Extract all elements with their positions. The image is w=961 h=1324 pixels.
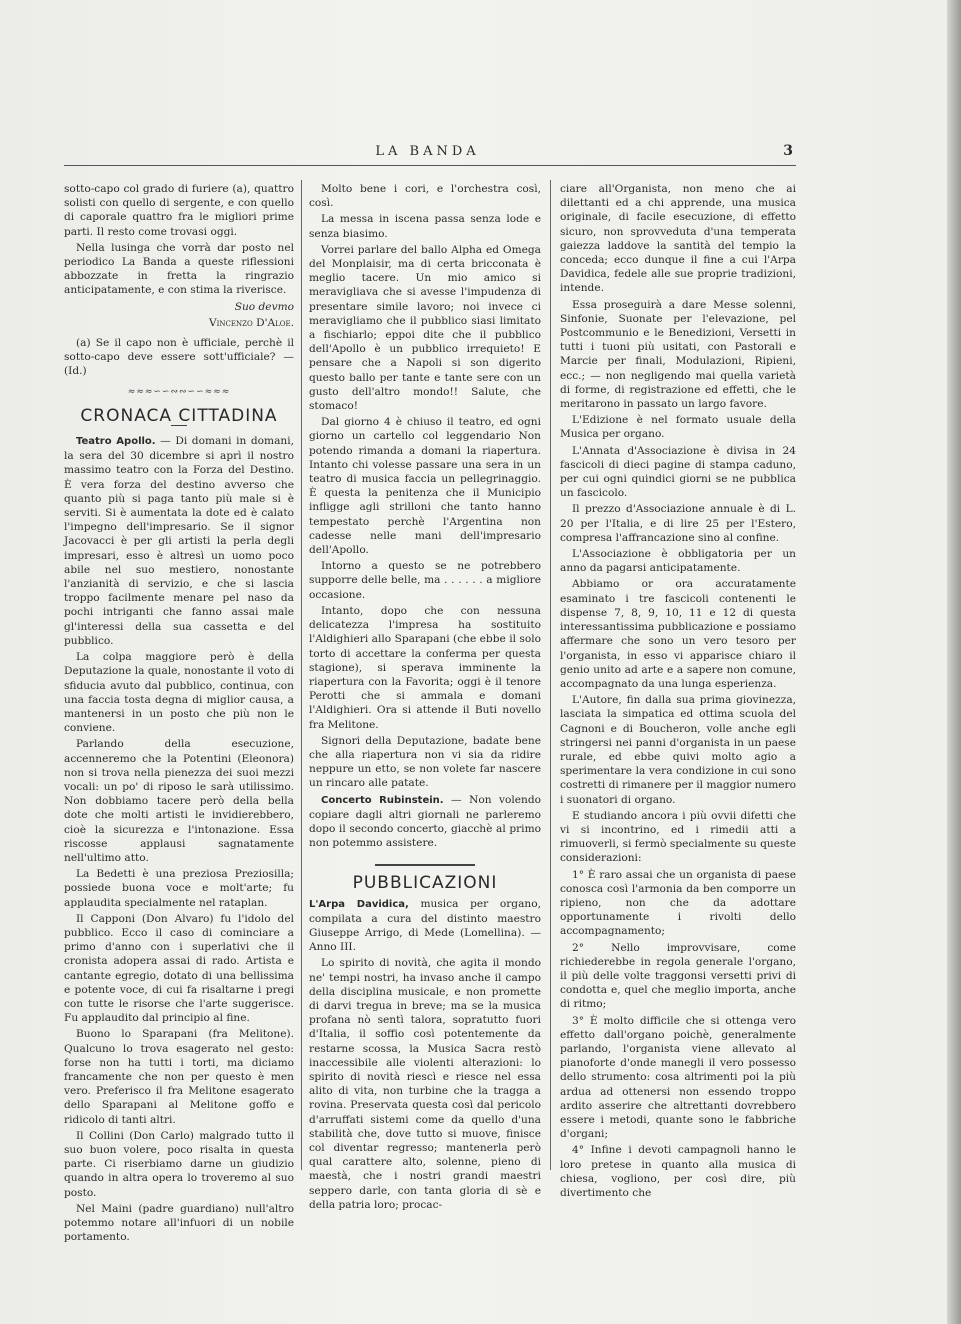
masthead-title: LA BANDA <box>375 144 480 159</box>
paragraph: Parlando della esecuzione, accenneremo che la Potentini (Eleonora) non si trova nella pienezza dei suoi mezzi vocali: un po' di riposo le sarà utilissimo. Non dobbiamo tacere però della bella dote che molti artisti le invidierebbero, cioè la sicurezza e l'intonazione. Essa riscosse applausi sagnatamente nell'ultimo atto. <box>64 738 294 864</box>
list-item: 2° Nello improvvisare, come richiederebbe in regola generale l'organo, il più delle volte traggonsi versetti privi di condotta e, quel che meglio importa, anche di ritmo; <box>560 941 796 1011</box>
paragraph-teatro-apollo <box>64 434 294 648</box>
column-divider-1 <box>301 180 302 1170</box>
paragraph: Nel Maini (padre guardiano) null'altro potemmo notare all'infuori di un nobile portamento. <box>64 1202 294 1244</box>
paragraph: Il Capponi (Don Alvaro) fu l'idolo del pubblico. Ecco il caso di cominciare a primo d'anno con i superlativi che il cronista adopera assai di rado. Artista e cantante egregio, dotato di una bellissima e potente voce, di cui fa risaltarne i pregi con tutte le risorse che l'arte suggerisce. Fu applaudito dal principio al fine. <box>64 912 294 1025</box>
column-2 <box>309 182 541 1214</box>
paragraph: Il prezzo d'Associazione annuale è di L. 20 per l'Italia, e di lire 25 per l'Estero, compresa l'affrancazione sino al confine. <box>560 503 796 544</box>
section-title-cronaca: CRONACA CITTADINA <box>80 405 278 426</box>
paragraph: Intorno a questo se ne potrebbero supporre delle belle, ma . . . . . . a migliore occasione. <box>309 560 541 601</box>
signature-name: Vincenzo D'Aloe. <box>208 316 294 329</box>
paragraph: Dal giorno 4 è chiuso il teatro, ed ogni giorno un cartello col leggendario Non potendo rimanda a domani la riapertura. Intanto chi volesse passare una sera in un teatro di musica faccia un pellegrinaggio. È questa la penitenza che il Municipio infligge agli strilloni che tanto hanno tempestato perchè l'Argentina non cadesse nelle mani dell'impresario dell'Apollo. <box>309 416 541 557</box>
column-1 <box>64 182 294 1246</box>
lead-teatro-apollo: Teatro Apollo. <box>76 436 156 448</box>
footnote: (a) Se il capo non è ufficiale, perchè il sotto-capo deve essere sott'ufficiale? — (Id.) <box>64 337 294 378</box>
paragraph: sotto-capo col grado di furiere (a), quattro solisti con quello di sergente, e con quello di caporale quattro fra le migliori prime parti. Il resto come trovasi oggi. <box>64 183 294 238</box>
column-divider-2 <box>550 180 551 1170</box>
paragraph: Buono lo Sparapani (fra Melitone). Qualcuno lo trova esagerato nel gesto: forse non ha tutti i torti, ma diciamo francamente che non per questo è men vero. Preferisco il fra Melitone esagerato dello Sparapani al Melitone goffo e ridicolo di tanti altri. <box>64 1028 294 1126</box>
paragraph: Nella lusinga che vorrà dar posto nel periodico La Banda a queste riflessioni abbozzate in fretta la ringrazio anticipatamente, e con stima la riverisce. <box>64 241 294 297</box>
paragraph: Intanto, dopo che con nessuna delicatezza l'impresa ha sostituito l'Aldighieri allo Sparapani (che ebbe il solo torto di accettare la conferma per questa stagione), si sperava imminente la riapertura con la Favorita; oggi è il tenore Perotti che si ammala e domani l'Aldighieri. Ora si attende il Buti novello fra Melitone. <box>309 604 541 731</box>
page-edge-shadow <box>947 0 961 1324</box>
column-3 <box>560 182 796 1202</box>
lead-concerto-rubinstein: Concerto Rubinstein. <box>321 794 444 806</box>
signature-line: Suo devmo <box>234 300 294 313</box>
ornament-rule <box>375 864 475 866</box>
page-header <box>64 144 791 164</box>
paragraph: Vorrei parlare del ballo Alpha ed Omega del Monplaisir, ma di certa bricconata è meglio tacere. Un mio amico si meravigliava che si avesse l'impudenza di presentare simile lavoro; noi invece ci meravigliamo che il pubblico siasi limitato a fischiarlo; eppoi dite che il pubblico dell'Apollo è un pubblico irrequieto! E pensare che a Napoli si son digerito questo ballo per tante e tante sere con un gusto dell'altro mondo!! Salute, che stomaco! <box>309 243 541 413</box>
paragraph: La colpa maggiore però è della Deputazione la quale, nonostante il voto di sfiducia avuto dal pubblico, continua, con una faccia tosta degna di miglior causa, a mantenersi in un posto che più non le conviene. <box>64 651 294 735</box>
paragraph-concerto <box>309 793 541 851</box>
lead-arpa-davidica: L'Arpa Davidica, <box>309 898 409 910</box>
paragraph-text: musica per organo, compilata a cura del distinto maestro Giuseppe Arrigo, di Mede (Lomellina). — Anno III. <box>309 897 541 954</box>
paragraph: E studiando ancora i più ovvii difetti che vi si incontrino, ed i rimedii atti a rimuoverli, si fermò specialmente su queste considerazioni: <box>560 809 796 865</box>
ornament-divider: ≈≈≈∽∽∾∾∽∽≈≈≈ <box>127 386 231 397</box>
paragraph: L'Associazione è obbligatoria per un anno da pagarsi anticipatamente. <box>560 548 796 575</box>
paragraph: Signori della Deputazione, badate bene che alla riapertura non vi sia da ridire neppure un etto, se non volete far nascere un rincaro alle patate. <box>309 734 541 790</box>
paragraph: Molto bene i cori, e l'orchestra così, così. <box>309 183 541 210</box>
paragraph: L'Annata d'Associazione è divisa in 24 fascicoli di dieci pagine di stampa caduno, per cui ogni quindici giorni se ne pubblica un fascicolo. <box>560 444 796 500</box>
paragraph: Abbiamo or ora accuratamente esaminato i tre fascicoli contenenti le dispense 7, 8, 9, 10, 11 e 12 di questa interessantissima pubblicazione e possiamo affermare che sono un vero tesoro per l'organista, in esso vi apparisce chiaro il genio unito ad arte e a sapere non comune, accompagnato da una lunga esperienza. <box>560 578 796 690</box>
paragraph: ciare all'Organista, non meno che ai dilettanti ed a chi apprende, una musica originale, di facile esecuzione, di effetto sicuro, non sprovveduta d'una temperata gaiezza laddove la santità del tempio la conceda; ecco dunque il fine a cui l'Arpa Davidica, fedele alle sue proprie tradizioni, intende. <box>560 183 796 295</box>
paragraph: Lo spirito di novità, che agita il mondo ne' tempi nostri, ha invaso anche il campo della disciplina musicale, e non promette di darvi tregua in breve; ma se la musica profana nò sentì talora, sopratutto fuori d'Italia, il soffio così potentemente da restarne scossa, la Musica Sacra restò inaccessibile alle violenti alterazioni: lo spirito di novità riescì e riesce nel essa alito di vita, non turbine che la tragga a rovina. Preservata questa così dal pericolo d'arruffati sistemi come da quello d'una stabilità che, dove tutto si muove, finisce col diventar regresso; mantenerla però qual carattere alto, solenne, pieno di maestà, che i nostri grandi maestri seppero darle, con tanta gloria di sè e della patria loro; procac- <box>309 957 541 1211</box>
paragraph-text: — Non volendo copiare dagli altri giornali ne parleremo dopo il secondo concerto, giacchè al primo non potemmo assistere. <box>309 793 541 850</box>
paragraph: L'Edizione è nel formato usuale della Musica per organo. <box>560 414 796 441</box>
paragraph: La Bedetti è una preziosa Preziosilla; possiede buona voce e molt'arte; fu applaudita specialmente nel rataplan. <box>64 868 294 909</box>
paragraph-arpa-davidica <box>309 897 541 955</box>
paragraph-text: — Di domani in domani, la sera del 30 dicembre si aprì il nostro massimo teatro con la Forza del Destino. È vera forza del destino avverso che quanto più si paga tanto più male si è serviti. Si è aumentata la dote ed è calato l'impegno dell'impresario. Se il signor Jacovacci è per gli artisti la perla degli impresari, esso è altresì un uomo poco abile nel suo mestiero, nonostante l'anzianità di servizio, e che si lascia troppo facilmente menare pel naso da pochi intriganti che fanno assai male gl'interessi della sua cassetta e del pubblico. <box>64 435 294 647</box>
paragraph: Il Collini (Don Carlo) malgrado tutto il suo buon volere, poco risalta in questa parte. Ci riserbiamo darne un giudizio quando in altra opera lo troveremo al suo posto. <box>64 1129 294 1199</box>
list-item: 3° È molto difficile che si ottenga vero effetto dall'organo poichè, generalmente parlando, l'organista viene allevato al pianoforte d'onde manegli il vero possesso dello strumento: cosa altrimenti poi la più ardua ad ottenersi non essendo troppo ardito asserire che altrettanti dovrebbero essere i metodi, quante sono le fabbriche d'organi; <box>560 1014 796 1141</box>
paragraph: L'Autore, fin dalla sua prima giovinezza, lasciata la simpatica ed ottima scuola del Cagnoni e di Boucheron, volle anche egli stringersi nei panni d'organista in un paese rurale, ed ebbe quivi molto agio a sperimentare la vera condizione in cui sono costretti di rimanere per il maggior numero i suonatori di organo. <box>560 694 796 806</box>
paragraph: La messa in iscena passa senza lode e senza biasimo. <box>309 213 541 240</box>
list-item: 1° È raro assai che un organista di paese conosca così l'armonia da ben comporre un ripieno, non che da adottare opportunamente i rivolti dello accompagnamento; <box>560 868 796 938</box>
list-item: 4° Infine i devoti campagnoli hanno le loro pretese in quanto alla musica di chiesa, vogliono, per così dire, più divertimento che <box>560 1144 796 1200</box>
page-number: 3 <box>783 143 793 159</box>
paragraph: Essa proseguirà a dare Messe solenni, Sinfonie, Suonate per l'elevazione, pel Postcommunio e le Benedizioni, Versetti in tutti i tuoni più usitati, con Pastorali e Marcie per finali, Modulazioni, Ripieni, ecc.; — non negligendo mai quella varietà di forme, di registrazione ed effetti, che le meritarono in passato un largo favore. <box>560 298 796 411</box>
header-rule <box>64 165 796 166</box>
section-title-pubblicazioni: PUBBLICAZIONI <box>352 873 498 894</box>
